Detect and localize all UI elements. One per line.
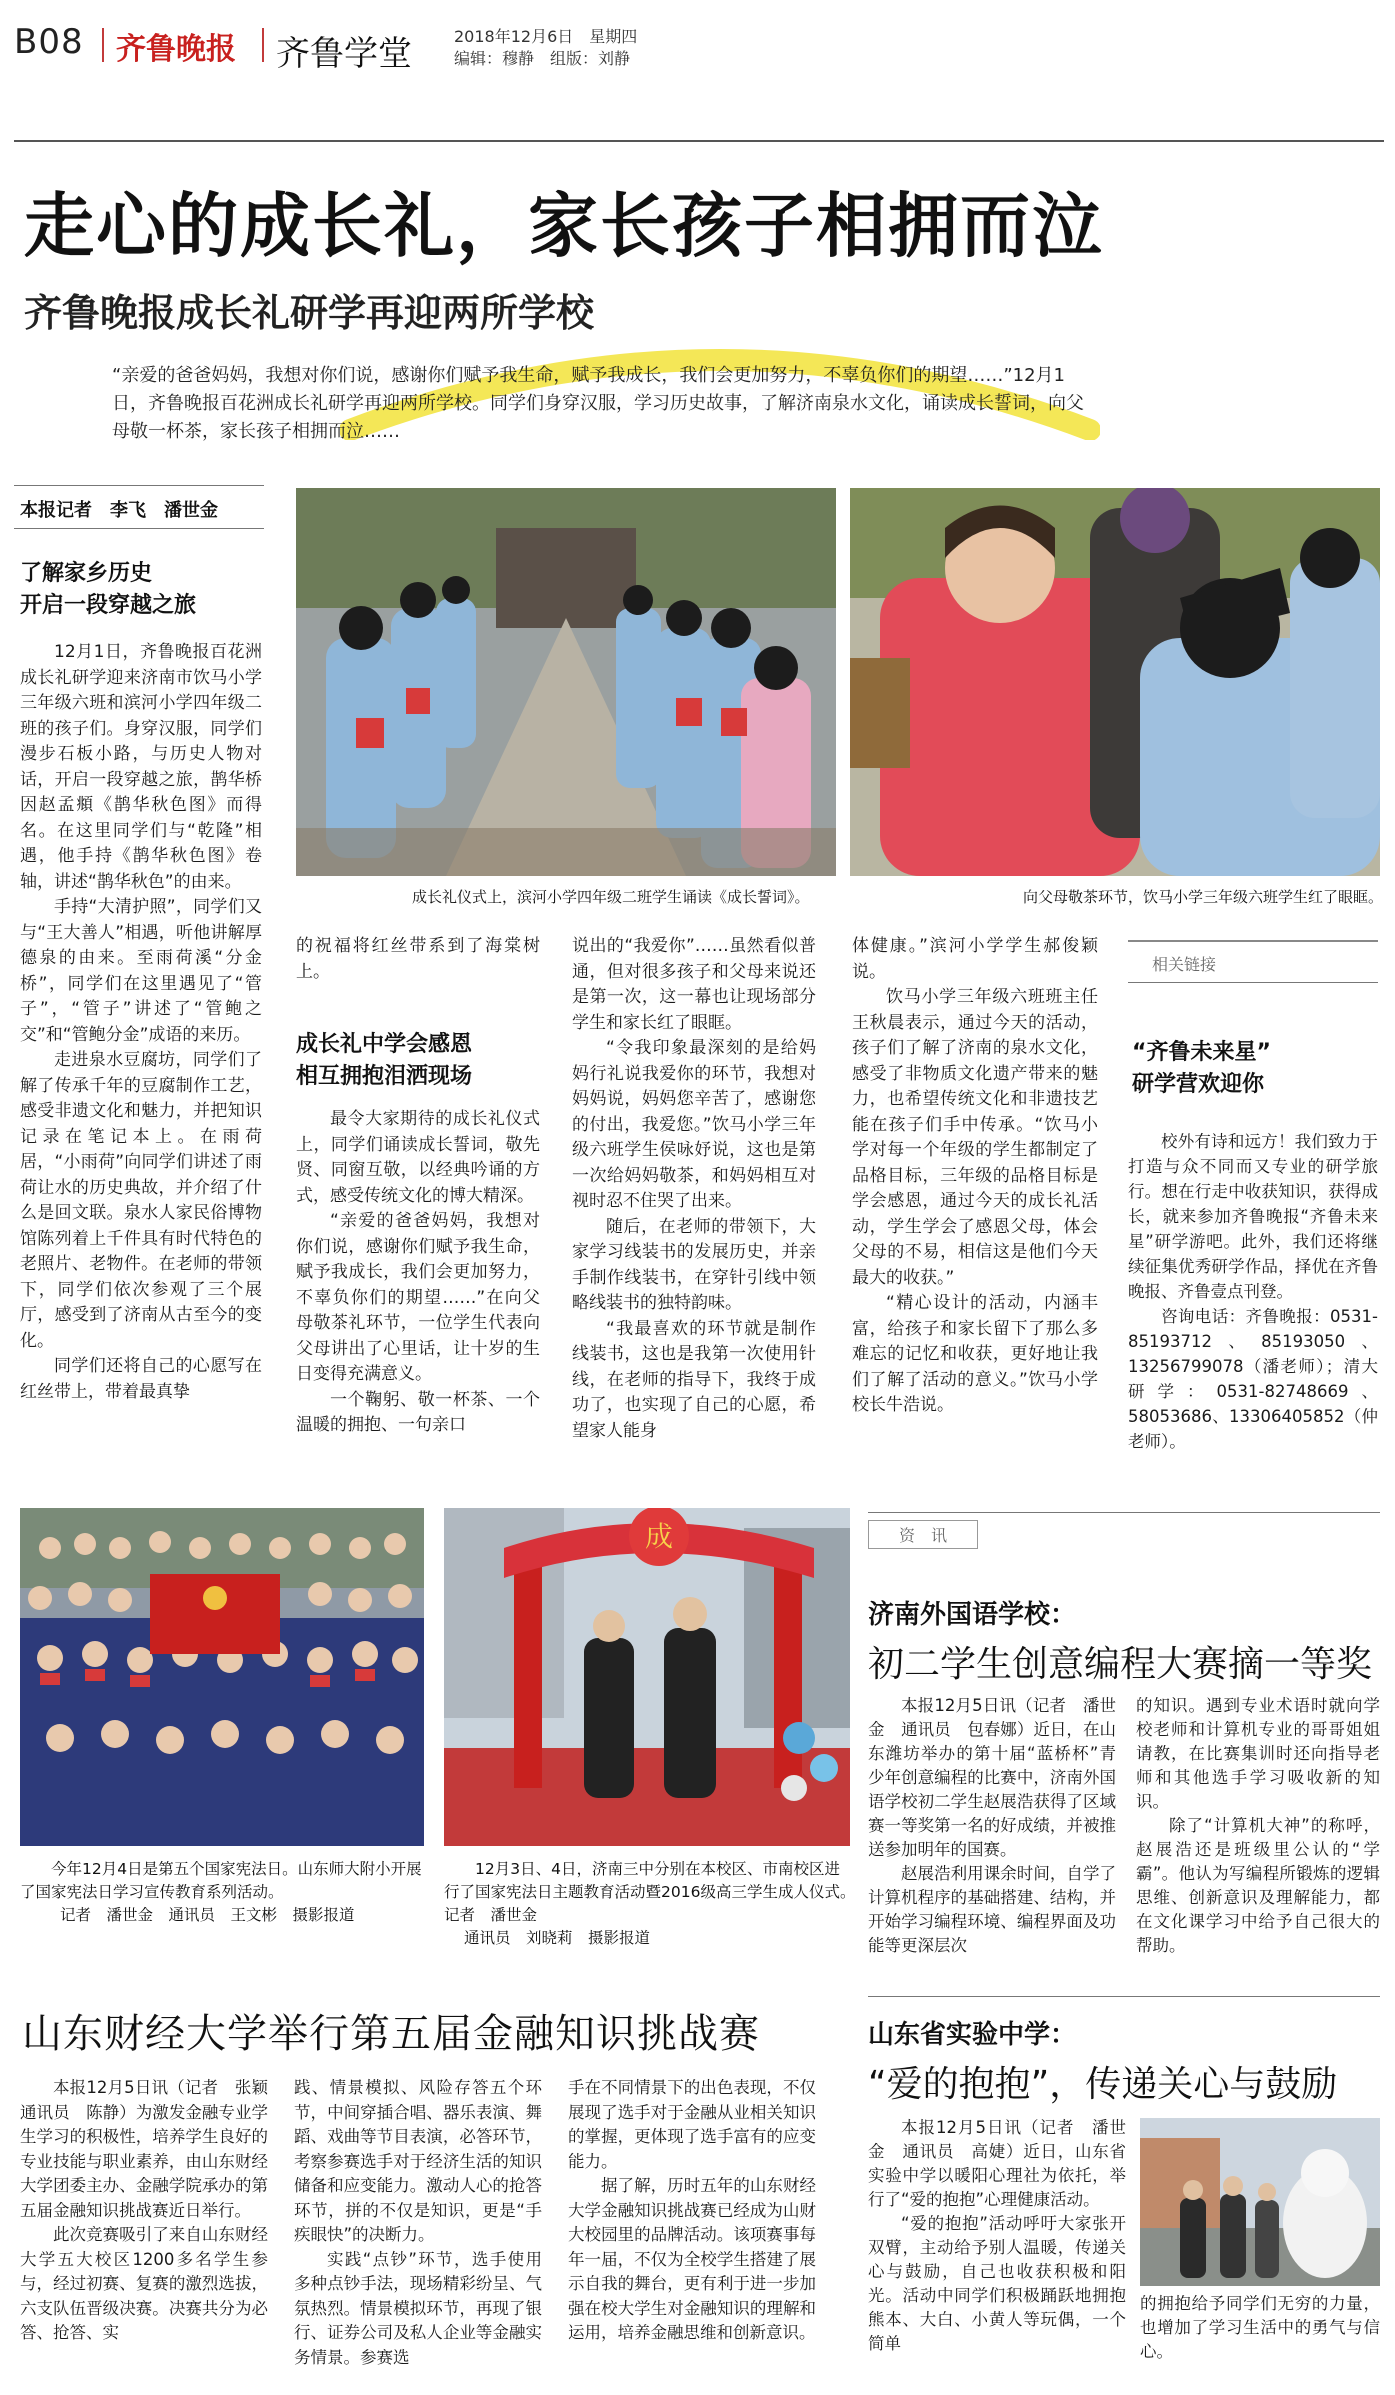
- section2-title-line1: 成长礼中学会感恩: [296, 1032, 473, 1057]
- column-rule: [14, 485, 264, 486]
- column-4-text: [852, 934, 1098, 1419]
- related-text: [1128, 1129, 1378, 1454]
- paragraph: 除了“计算机大神”的称呼，赵展浩还是班级里公认的“学霸”。他认为写编程所锻炼的逻辑思维、创新意识及理解能力，都在文化课学习中给予自己很大的帮助。: [1136, 1816, 1380, 1955]
- column-1-text: [20, 640, 262, 1405]
- masthead: [14, 22, 1384, 72]
- paragraph: “爱的抱抱”活动呼吁大家张开双臂，主动给予别人温暖，传递关心与鼓励，自己也收获积极和阳光。活动中同学们积极踊跃地拥抱熊本、大白、小黄人等玩偶，一个简单: [868, 2214, 1126, 2353]
- paragraph: 践、情景模拟、风险存答五个环节，中间穿插合唱、器乐表演、舞蹈、戏曲等节目表演，必答环节，考察参赛选手对于经济生活的知识储备和应变能力。激动人心的抢答环节，拼的不仅是知识，更是“手疾眼快”的决断力。: [294, 2078, 542, 2244]
- paragraph: “亲爱的爸爸妈妈，我想对你们说，感谢你们赋予我生命，赋予我成长，我们会更加努力，不辜负你们的期望……”在向父母敬茶礼环节，一位学生代表向父母讲出了心里话，让十岁的生日变得充满意义。: [296, 1211, 540, 1384]
- related-title-line1: “齐鲁未来星”: [1132, 1040, 1271, 1065]
- brief1-col2: [1136, 1694, 1380, 1958]
- paragraph: 校外有诗和远方！我们致力于打造与众不同而又专业的研学旅行。想在行走中收获知识，获得成长，就来参加齐鲁晚报“齐鲁未来星”研学游吧。此外，我们还将继续征集优秀研学作品，择优在齐鲁晚报、齐鲁壹点刊登。: [1128, 1132, 1378, 1301]
- photo3-caption-block: [20, 1858, 424, 1927]
- brief2-col1: [868, 2116, 1126, 2356]
- arch-text: 成: [644, 1520, 674, 1553]
- editor-credit: 编辑：穆静 组版：刘静: [454, 49, 631, 68]
- paragraph: 手在不同情景下的出色表现，不仅展现了选手对于金融从业相关知识的掌握，更体现了选手富有的应变能力。: [568, 2078, 816, 2171]
- related-tag: 相关链接: [1152, 955, 1217, 974]
- brief2-school: 山东省实验中学：: [868, 2020, 1077, 2050]
- paragraph: 咨询电话：齐鲁晚报：0531-85193712、85193050、13256799078（潘老师）；清大研学：0531-82748669、58053686、13306405852（仲老师）。: [1128, 1307, 1378, 1451]
- article2-col3: [568, 2076, 816, 2346]
- brief1-col1: [868, 1694, 1116, 1958]
- paragraph: 12月1日，齐鲁晚报百花洲成长礼研学迎来济南市饮马小学三年级六班和滨河小学四年级二班的孩子们。身穿汉服，同学们漫步石板小路，与历史人物对话，开启一段穿越之旅，鹊华桥因赵孟頫《鹊华秋色图》而得名。在这里同学们与“乾隆”相遇，他手持《鹊华秋色图》卷轴，讲述“鹊华秋色”的由来。: [20, 642, 262, 892]
- main-subheadline: 齐鲁晚报成长礼研学再迎两所学校: [24, 291, 595, 335]
- brief1-school: 济南外国语学校：: [868, 1600, 1077, 1630]
- brief2-col2: [1140, 2292, 1380, 2364]
- brief1-title: 初二学生创意编程大赛摘一等奖: [868, 1644, 1373, 1685]
- page-number: B08: [14, 22, 84, 62]
- brief-tag: 资 讯: [868, 1520, 978, 1549]
- paragraph: 说出的“我爱你”……虽然看似普通，但对很多孩子和父母来说还是第一次，这一幕也让现场部分学生和家长红了眼眶。: [572, 936, 816, 1033]
- photo4-caption-block: [444, 1858, 864, 1950]
- masthead-divider: [102, 28, 104, 62]
- brief-rule: [868, 1996, 1380, 1997]
- photo-constitution-day-students: [20, 1508, 424, 1846]
- photo3-caption: 今年12月4日是第五个国家宪法日。山东师大附小开展了国家宪法日学习宣传教育系列活动。: [20, 1860, 422, 1901]
- paragraph: 走进泉水豆腐坊，同学们了解了传承千年的豆腐制作工艺，感受非遗文化和魅力，并把知识记录在笔记本上。在雨荷居，“小雨荷”向同学们讲述了雨荷让水的历史典故，并介绍了什么是回文联。泉水人家民俗博物馆陈列着上千件具有时代特色的老照片、老物件。在老师的带领下，同学们依次参观了三个展厅，感受到了济南从古至今的变化。: [20, 1050, 262, 1351]
- byline: 本报记者 李飞 潘世金: [20, 500, 218, 521]
- main-headline: 走心的成长礼，家长孩子相拥而泣: [24, 185, 1104, 267]
- paragraph: 一个鞠躬、敬一杯茶、一个温暖的拥抱、一句亲口: [296, 1389, 540, 1435]
- paragraph: 本报12月5日讯（记者 潘世金 通讯员 高婕）近日，山东省实验中学以暖阳心理社为依托，举行了“爱的抱抱”心理健康活动。: [868, 2118, 1126, 2209]
- paragraph: “我最喜欢的环节就是制作线装书，这也是我第一次使用针线，在老师的指导下，我终于成功了，也实现了自己的心愿，希望家人能身: [572, 1318, 816, 1441]
- paper-name: 齐鲁晚报: [116, 32, 236, 67]
- paragraph: 赵展浩利用课余时间，自学了计算机程序的基础搭建、结构，并开始学习编程环境、编程界面及功能等更深层次: [868, 1864, 1116, 1955]
- masthead-divider: [262, 28, 264, 62]
- photo2-caption: 向父母敬茶环节，饮马小学三年级六班学生红了眼眶。: [1022, 888, 1383, 906]
- section1-title-line1: 了解家乡历史: [20, 561, 153, 586]
- photo3-credit: 记者 潘世金 通讯员 王文彬 摄影报道: [60, 1906, 355, 1924]
- header-rule: [14, 140, 1384, 142]
- paragraph: 此次竞赛吸引了来自山东财经大学五大校区1200多名学生参与，经过初赛、复赛的激烈选拔，六支队伍晋级决赛。决赛共分为必答、抢答、实: [20, 2225, 268, 2342]
- column-name: 齐鲁学堂: [276, 34, 412, 74]
- paragraph: “令我印象最深刻的是给妈妈行礼说我爱你的环节，我想对妈妈说，妈妈您辛苦了，感谢您的付出，我爱您。”饮马小学三年级六班学生侯咏妤说，这也是第一次给妈妈敬茶，和妈妈相互对视时忍不住哭了出来。: [572, 1038, 816, 1211]
- paragraph: 本报12月5日讯（记者 潘世金 通讯员 包春娜）近日，在山东潍坊举办的第十届“蓝桥杯”青少年创意编程的比赛中，济南外国语学校初二学生赵展浩获得了区域赛一等奖第一名的好成绩，并被推送参加明年的国赛。: [868, 1696, 1116, 1859]
- column-rule: [14, 528, 264, 529]
- paragraph: 体健康。”滨河小学学生郝俊颖说。: [852, 936, 1098, 982]
- paragraph: 的祝福将红丝带系到了海棠树上。: [296, 936, 540, 982]
- photo1-caption: 成长礼仪式上，滨河小学四年级二班学生诵读《成长誓词》。: [412, 888, 810, 906]
- paragraph: 的拥抱给予同学们无穷的力量，也增加了学习生活中的勇气与信心。: [1140, 2294, 1380, 2361]
- box-rule: [1128, 982, 1378, 983]
- section1-heading: [20, 558, 268, 622]
- column-3-text: [572, 934, 816, 1444]
- related-link-box: [1128, 940, 1378, 1460]
- paragraph: 据了解，历时五年的山东财经大学金融知识挑战赛已经成为山财大校园里的品牌活动。该项赛事每年一届，不仅为全校学生搭建了展示自我的舞台，更有利于进一步加强在校大学生对金融知识的理解和运用，培养金融思维和创新意识。: [568, 2176, 816, 2342]
- paragraph: 的知识。遇到专业术语时就向学校老师和计算机专业的哥哥姐姐请教，在比赛集训时还向指导老师和其他选手学习吸收新的知识。: [1136, 1696, 1380, 1811]
- paragraph: 手持“大清护照”，同学们又与“王大善人”相遇，听他讲解厚德泉的由来。至雨荷溪“分金桥”，同学们在这里遇见了“管子”，“管子”讲述了“管鲍之交”和“管鲍分金”成语的来历。: [20, 897, 262, 1045]
- article2-col1: [20, 2076, 285, 2346]
- article2-col2: [294, 2076, 542, 2370]
- article2-title: 山东财经大学举行第五届金融知识挑战赛: [22, 2011, 760, 2057]
- brief-rule: [868, 1512, 1380, 1513]
- section2-title-line2: 相互拥抱泪洒现场: [296, 1064, 473, 1089]
- paragraph: 同学们还将自己的心愿写在红丝带上，带着最真挚: [20, 1356, 262, 1402]
- photo-tea-ceremony: [850, 488, 1380, 876]
- brief2-title: “爱的抱抱”，传递关心与鼓励: [868, 2064, 1338, 2105]
- photo4-caption: 12月3日、4日，济南三中分别在本校区、市南校区进行了国家宪法日主题教育活动暨2016级高三学生成人仪式。 记者 潘世金: [444, 1860, 864, 1924]
- column-2-text: [296, 934, 540, 1439]
- lead-paragraph: “亲爱的爸爸妈妈，我想对你们说，感谢你们赋予我生命，赋予我成长，我们会更加努力，不辜负你们的期望……”12月1日，齐鲁晚报百花洲成长礼研学再迎两所学校。同学们身穿汉服，学习历史故事，了解济南泉水文化，诵读成长誓词，向父母敬一杯茶，家长孩子相拥而泣……: [112, 365, 1084, 442]
- related-title-line2: 研学营欢迎你: [1132, 1072, 1265, 1097]
- photo4-credit: 通讯员 刘晓莉 摄影报道: [464, 1929, 651, 1947]
- photo-ceremony-recitation: [296, 488, 836, 876]
- paragraph: 实践“点钞”环节，选手使用多种点钞手法，现场精彩纷呈、气氛热烈。情景模拟环节，再现了银行、证券公司及私人企业等金融实务情景。参赛选: [294, 2249, 542, 2367]
- paragraph: 饮马小学三年级六班班主任王秋晨表示，通过今天的活动，孩子们了解了济南的泉水文化，感受了非物质文化遗产带来的魅力，也希望传统文化和非遗技艺能在孩子们手中传承。“饮马小学对每一个年级的学生都制定了品格目标，三年级的品格目标是学会感恩，通过今天的成长礼活动，学生学会了感恩父母，体会父母的不易，相信这是他们今天最大的收获。”: [852, 987, 1098, 1288]
- photo-coming-of-age-ceremony: [444, 1508, 850, 1846]
- section1-title-line2: 开启一段穿越之旅: [20, 593, 197, 618]
- issue-date: 2018年12月6日 星期四: [454, 27, 638, 46]
- paragraph: “精心设计的活动，内涵丰富，给孩子和家长留下了那么多难忘的记忆和收获，更好地让我们了解了活动的意义。”饮马小学校长牛浩说。: [852, 1293, 1098, 1415]
- photo-hug-event: [1140, 2118, 1380, 2286]
- paragraph: 随后，在老师的带领下，大家学习线装书的发展历史，并亲手制作线装书，在穿针引线中领略线装书的独特韵味。: [572, 1216, 816, 1313]
- paragraph: 最令大家期待的成长礼仪式上，同学们诵读成长誓词，敬先贤、同窗互敬，以经典吟诵的方式，感受传统文化的博大精深。: [296, 1109, 540, 1206]
- paragraph: 本报12月5日讯（记者 张颖 通讯员 陈静）为激发金融专业学生学习的积极性，培养学生良好的专业技能与职业素养，由山东财经大学团委主办、金融学院承办的第五届金融知识挑战赛近日举行。: [20, 2078, 285, 2220]
